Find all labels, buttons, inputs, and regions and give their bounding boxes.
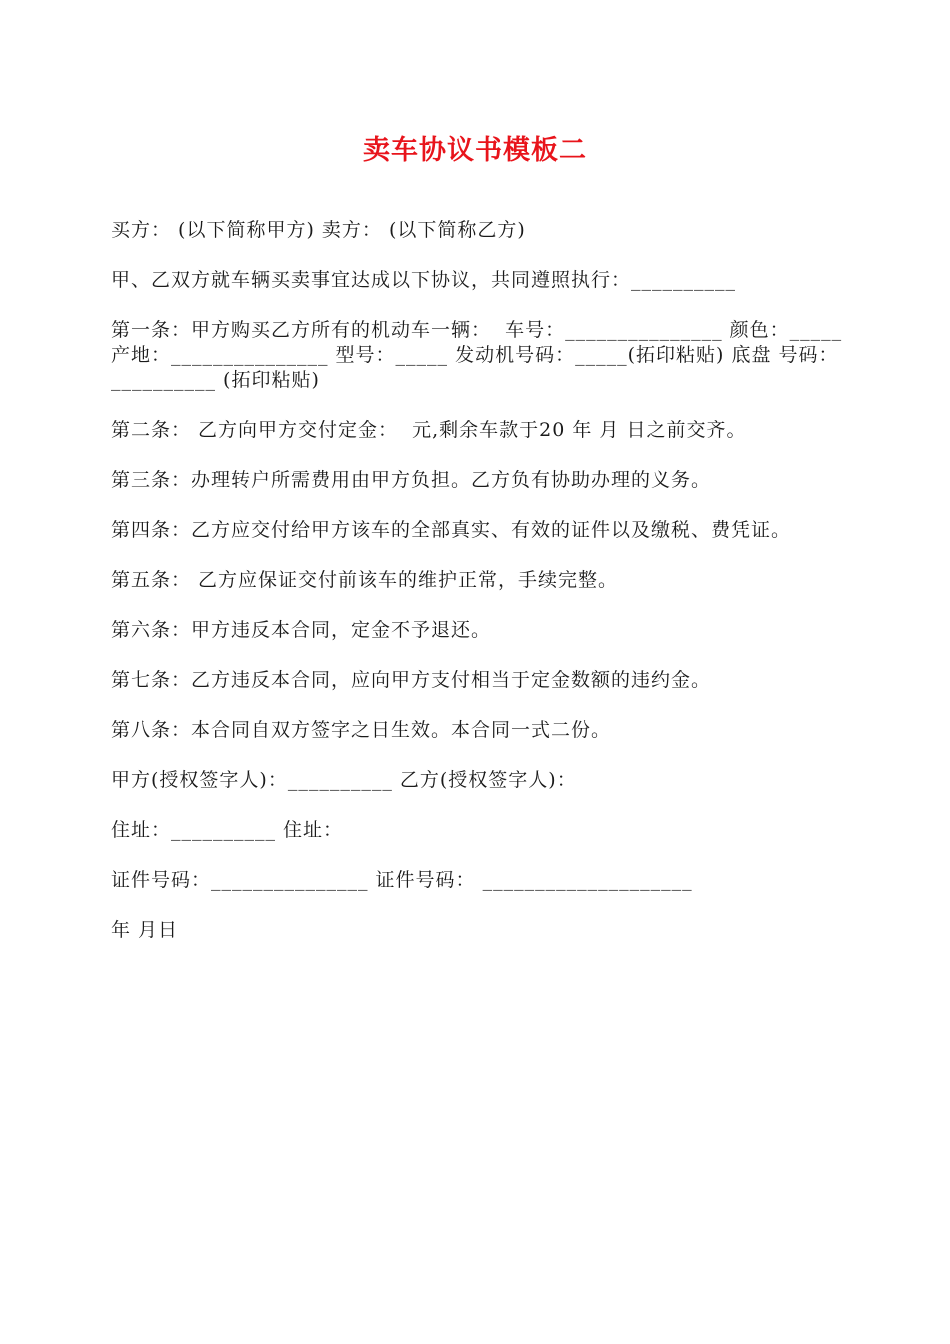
clause-4: 第四条：乙方应交付给甲方该车的全部真实、有效的证件以及缴税、费凭证。 [111,519,792,541]
document-title: 卖车协议书模板二 [363,135,587,166]
document-body [111,218,850,968]
parties-line: 买方： (以下简称甲方) 卖方： (以下简称乙方) [111,219,526,241]
clause-6: 第六条：甲方违反本合同，定金不予退还。 [111,619,492,641]
clause-2: 第二条： 乙方向甲方交付定金： 元,剩余车款于20 年 月 日之前交齐。 [111,419,747,441]
address-line: 住址：__________ 住址： [111,819,344,841]
clause-8: 第八条：本合同自双方签字之日生效。本合同一式二份。 [111,719,612,741]
id-number-line: 证件号码：_______________ 证件号码： ____________________ [111,869,693,891]
date-line: 年 月日 [111,919,179,941]
clause-3: 第三条：办理转户所需费用由甲方负担。乙方负有协助办理的义务。 [111,469,712,491]
clause-5: 第五条： 乙方应保证交付前该车的维护正常，手续完整。 [111,569,619,591]
agreement-intro: 甲、乙双方就车辆买卖事宜达成以下协议，共同遵照执行：__________ [111,269,737,291]
clause-7: 第七条：乙方违反本合同，应向甲方支付相当于定金数额的违约金。 [111,669,712,691]
clause-1: 第一条：甲方购买乙方所有的机动车一辆： 车号：_______________ 颜色：_____ 产地：_______________ 型号：_____ 发动机号码：_____(拓印粘贴) 底盘 号码：__________ (拓印粘贴) [111,319,850,391]
signatory-line: 甲方(授权签字人)：__________ 乙方(授权签字人)： [111,769,577,791]
